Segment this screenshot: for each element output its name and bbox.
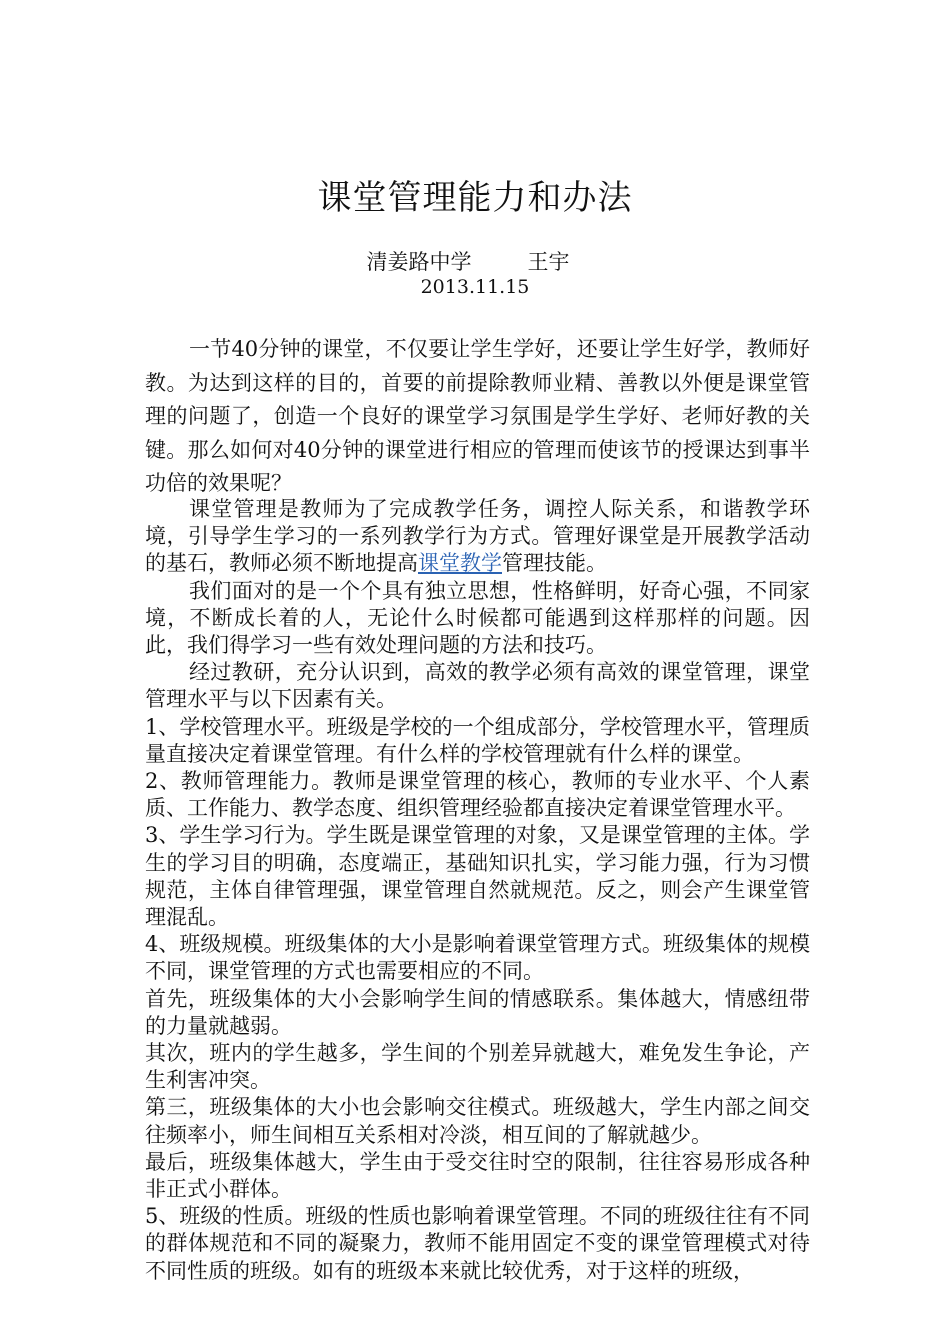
paragraph-definition-text: 课堂管理是教师为了完成教学任务，调控人际关系，和谐教学环境，引导学生学习的一系列教学行为方式。管理好课堂是开展教学活动的基石，教师必须不断地提高 bbox=[145, 497, 810, 576]
intro-paragraph: 一节40分钟的课堂，不仅要让学生学好，还要让学生好学，教师好教。为达到这样的目的，首要的前提除教师业精、善教以外便是课堂管理的问题了，创造一个良好的课堂学习氛围是学生学好、老师好教的关键。那么如何对40分钟的课堂进行相应的管理而使该节的授课达到事半功倍的效果呢？ bbox=[145, 337, 810, 495]
document-title: 课堂管理能力和办法 bbox=[317, 178, 633, 218]
list-item-teacher-ability: 2、教师管理能力。教师是课堂管理的核心，教师的专业水平、个人素质、工作能力、教学态度、组织管理经验都直接决定着课堂管理水平。 bbox=[145, 769, 810, 821]
list-item-school-management: 1、学校管理水平。班级是学校的一个组成部分，学校管理水平，管理质量直接决定着课堂管理。有什么样的学校管理就有什么样的课堂。 bbox=[145, 714, 810, 766]
author-line bbox=[0, 248, 936, 276]
document-body bbox=[145, 496, 810, 1285]
paragraph-research: 经过教研，充分认识到，高效的教学必须有高效的课堂管理，课堂管理水平与以下因素有关。 bbox=[145, 660, 810, 712]
author-name: 王宇 bbox=[527, 250, 570, 274]
class-size-first: 首先，班级集体的大小会影响学生间的情感联系。集体越大，情感纽带的力量就越弱。 bbox=[145, 986, 810, 1038]
paragraph-definition bbox=[145, 496, 810, 578]
class-size-third: 第三，班级集体的大小也会影响交往模式。班级越大，学生内部之间交往频率小，师生间相互关系相对冷淡，相互间的了解就越少。 bbox=[145, 1095, 810, 1147]
class-size-second: 其次，班内的学生越多，学生间的个别差异就越大，难免发生争论，产生利害冲突。 bbox=[145, 1041, 810, 1093]
author-school: 清姜路中学 bbox=[366, 250, 472, 274]
list-item-class-size: 4、班级规模。班级集体的大小是影响着课堂管理方式。班级集体的规模不同，课堂管理的方式也需要相应的不同。 bbox=[145, 932, 810, 984]
list-item-student-behavior: 3、学生学习行为。学生既是课堂管理的对象，又是课堂管理的主体。学生的学习目的明确，态度端正，基础知识扎实，学习能力强，行为习惯规范，主体自律管理强，课堂管理自然就规范。反之，则会产生课堂管理混乱。 bbox=[145, 823, 810, 930]
document-date: 2013.11.15 bbox=[420, 276, 530, 298]
class-size-last: 最后，班级集体越大，学生由于受交往时空的限制，往往容易形成各种非正式小群体。 bbox=[145, 1149, 810, 1202]
classroom-teaching-link[interactable]: 课堂教学 bbox=[418, 551, 502, 576]
list-item-class-nature: 5、班级的性质。班级的性质也影响着课堂管理。不同的班级往往有不同的群体规范和不同的凝聚力，教师不能用固定不变的课堂管理模式对待不同性质的班级。如有的班级本来就比较优秀，对于这样的班级， bbox=[145, 1204, 810, 1283]
paragraph-definition-end: 管理技能。 bbox=[502, 551, 607, 576]
paragraph-students: 我们面对的是一个个具有独立思想，性格鲜明，好奇心强，不同家境，不断成长着的人，无论什么时候都可能遇到这样那样的问题。因此，我们得学习一些有效处理问题的方法和技巧。 bbox=[145, 578, 810, 658]
